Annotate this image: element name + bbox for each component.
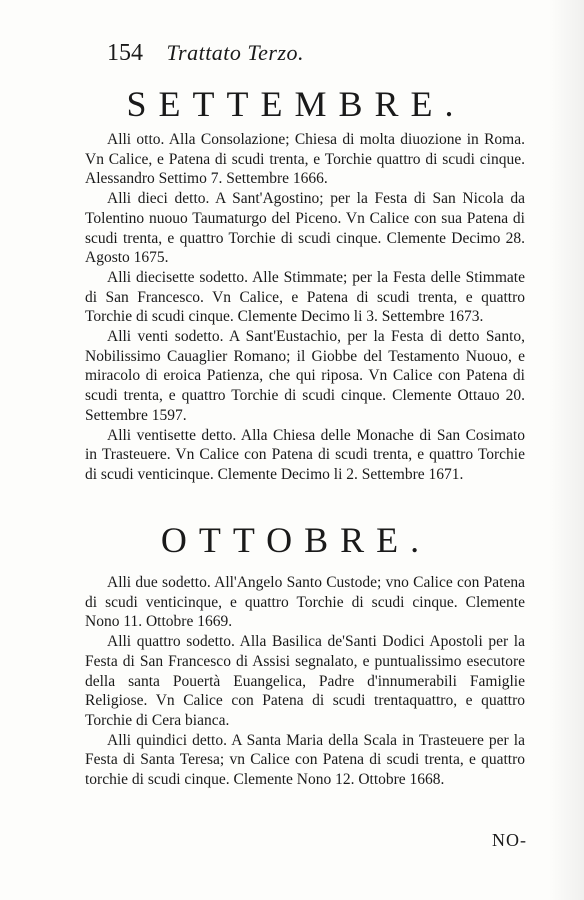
entry-paragraph: Alli quattro sodetto. Alla Basilica de'Santi Dodici Apostoli per la Festa di San Francesco di Assisi segnalato, e puntualissimo esecutore della santa Pouertà Euangelica, Padre d'innumerabili Famiglie Religiose. Vn Calice con Patena di scudi trentaquattro, e quattro Torchie di Cera bianca. xyxy=(85,633,525,729)
catchword: NO- xyxy=(492,830,527,850)
facing-page-shadow xyxy=(548,0,584,900)
october-entries xyxy=(85,573,525,790)
page-number: 154 xyxy=(107,40,143,66)
entry-paragraph: Alli venti sodetto. A Sant'Eustachio, per la Festa di detto Santo, Nobilissimo Cauaglier Romano; il Giobbe del Testamento Nuouo, e miracolo di eroica Patienza, che qui riposa. Vn Calice con Patena di scudi trenta, e quattro Torchie di scudi cinque. Clemente Ottauo 20. Settembre 1597. xyxy=(85,328,525,424)
entry-paragraph: Alli diecisette sodetto. Alle Stimmate; per la Festa delle Stimmate di San Francesco. Vn Calice, e Patena di scudi trenta, e quattro Torchie di scudi cinque. Clemente Decimo li 3. Settembre 1673. xyxy=(85,268,525,326)
month-heading-september: SETTEMBRE. xyxy=(126,84,466,124)
entry-paragraph: Alli quindici detto. A Santa Maria della Scala in Trasteuere per la Festa di Santa Teresa; vn Calice con Patena di scudi trenta, e quattro torchie di scudi cinque. Clemente Nono 12. Ottobre 1668. xyxy=(85,731,525,789)
september-entries xyxy=(85,130,525,485)
entry-paragraph: Alli due sodetto. All'Angelo Santo Custode; vno Calice con Patena di scudi venticinque, e quattro Torchie di scudi cinque. Clemente Nono 11. Ottobre 1669. xyxy=(85,574,525,631)
entry-paragraph: Alli ventisette detto. Alla Chiesa delle Monache di San Cosimato in Trasteuere. Vn Calice con Patena di scudi trenta, e quattro Torchie di scudi venticinque. Clemente Decimo li 2. Settembre 1671. xyxy=(85,426,525,483)
running-title: Trattato Terzo. xyxy=(166,40,305,65)
entry-paragraph: Alli otto. Alla Consolazione; Chiesa di molta diuozione in Roma. Vn Calice, e Patena di scudi trenta, e Torchie quattro di scudi cinque. Alessandro Settimo 7. Settembre 1666. xyxy=(85,131,525,188)
month-heading-october: OTTOBRE. xyxy=(160,520,432,560)
running-header xyxy=(107,40,304,67)
entry-paragraph: Alli dieci detto. A Sant'Agostino; per la Festa di San Nicola da Tolentino nuouo Taumaturgo del Piceno. Vn Calice con sua Patena di scudi trenta, e quattro Torchie di scudi cinque. Clemente Decimo 28. Agosto 1675. xyxy=(85,190,525,267)
